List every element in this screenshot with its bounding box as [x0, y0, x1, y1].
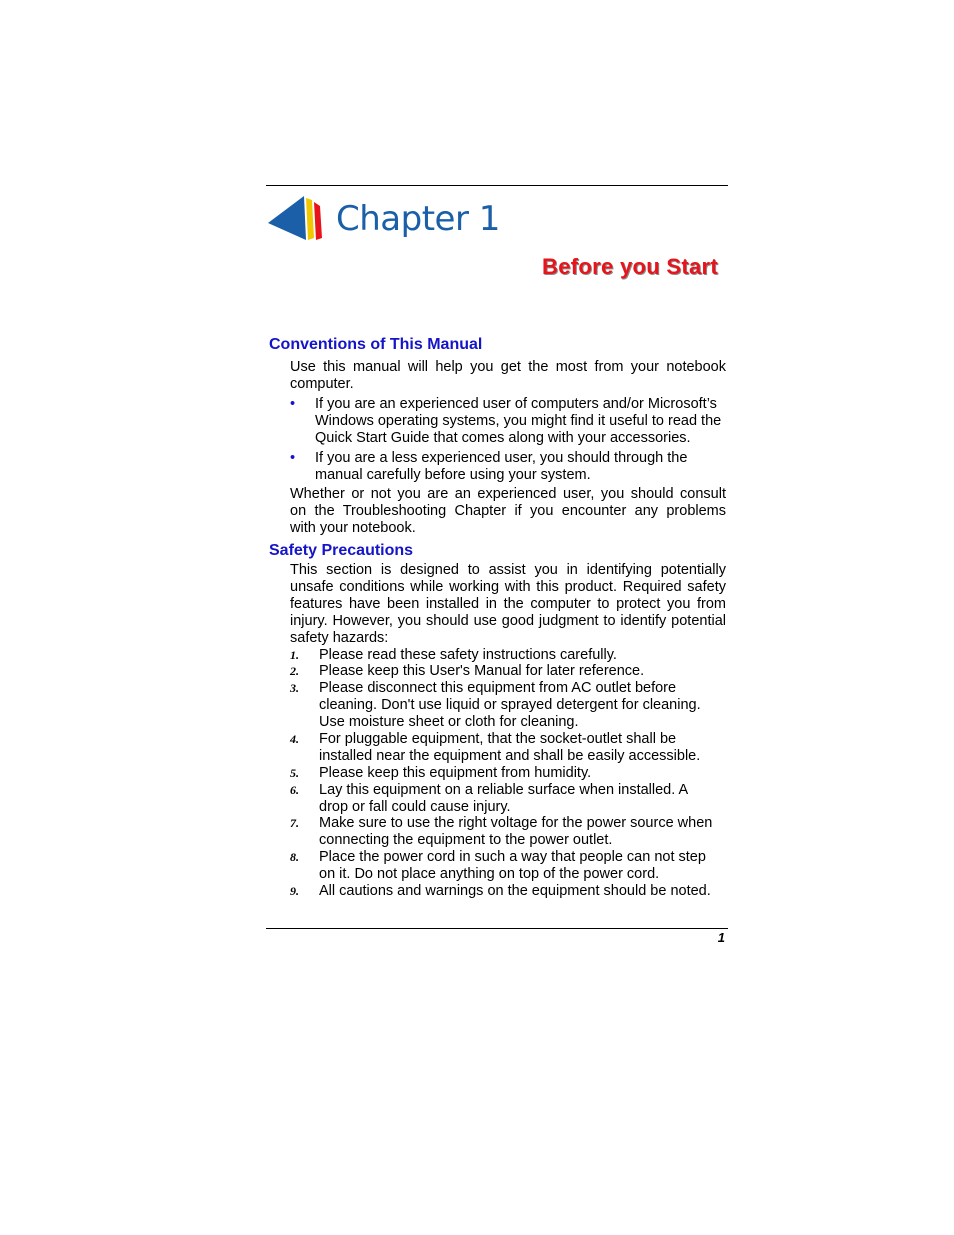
text-line: drop or fall could cause injury. [319, 799, 511, 815]
text-line: cleaning. Don't use liquid or sprayed detergent for cleaning. [319, 697, 701, 713]
text-line: features have been installed in the computer to protect you from [290, 596, 726, 612]
item-number: 3. [290, 681, 299, 695]
item-number: 2. [290, 664, 299, 678]
text-line: For pluggable equipment, that the socket-outlet shall be [319, 731, 677, 747]
chapter-logo-icon [268, 196, 324, 242]
item-number: 6. [290, 783, 299, 797]
text-line: Place the power cord in such a way that people can not step [319, 849, 706, 865]
text-line: Please read these safety instructions carefully. [319, 647, 617, 663]
item-number: 1. [290, 648, 299, 662]
text-line: unsafe conditions while working with this product. Required safety [290, 579, 726, 595]
bottom-rule [266, 928, 728, 929]
text-line: If you are an experienced user of computers and/or Microsoft’s [315, 396, 717, 412]
chapter-subtitle: Before you Start [542, 254, 718, 279]
text-line: All cautions and warnings on the equipment should be noted. [319, 883, 711, 899]
text-line: Lay this equipment on a reliable surface when installed. A [319, 782, 689, 798]
text-line: Please keep this User's Manual for later reference. [319, 663, 645, 679]
text-line: Please keep this equipment from humidity. [319, 765, 592, 781]
bullet-icon: • [290, 396, 296, 412]
conventions-heading: Conventions of This Manual [269, 336, 483, 353]
text-line: If you are a less experienced user, you should through the [315, 450, 688, 466]
text-line: connecting the equipment to the power outlet. [319, 832, 613, 848]
text-line: Quick Start Guide that comes along with your accessories. [315, 430, 691, 446]
text-line: Use this manual will help you get the most from your notebook [290, 359, 726, 375]
text-line: This section is designed to assist you in identifying potentially [290, 562, 726, 578]
text-line: with your notebook. [290, 520, 416, 536]
text-line: Windows operating systems, you might find it useful to read the [315, 413, 722, 429]
list-item [290, 396, 726, 447]
safety-heading: Safety Precautions [269, 542, 414, 559]
list-item [290, 450, 726, 484]
text-line: installed near the equipment and shall be easily accessible. [319, 748, 701, 764]
safety-intro [290, 562, 726, 647]
conventions-closing [290, 486, 726, 537]
text-line: on the Troubleshooting Chapter if you encounter any problems [290, 503, 726, 519]
top-rule [266, 185, 728, 186]
text-line: Whether or not you are an experienced user, you should consult [290, 486, 726, 502]
text-line: safety hazards: [290, 630, 389, 646]
item-number: 7. [290, 816, 299, 830]
text-line: injury. However, you should use good judgment to identify potential [290, 613, 726, 629]
text-line: Please disconnect this equipment from AC outlet before [319, 680, 677, 696]
bullet-icon: • [290, 450, 296, 466]
conventions-intro [290, 359, 726, 393]
text-line: computer. [290, 376, 354, 392]
item-number: 9. [290, 884, 299, 898]
item-number: 8. [290, 850, 299, 864]
chapter-title: Chapter 1 [336, 199, 500, 239]
text-line: Use moisture sheet or cloth for cleaning. [319, 714, 579, 730]
page-number: 1 [717, 930, 725, 945]
item-number: 4. [290, 732, 299, 746]
item-number: 5. [290, 766, 299, 780]
text-line: on it. Do not place anything on top of the power cord. [319, 866, 660, 882]
text-line: Make sure to use the right voltage for the power source when [319, 815, 713, 831]
text-line: manual carefully before using your system. [315, 467, 591, 483]
